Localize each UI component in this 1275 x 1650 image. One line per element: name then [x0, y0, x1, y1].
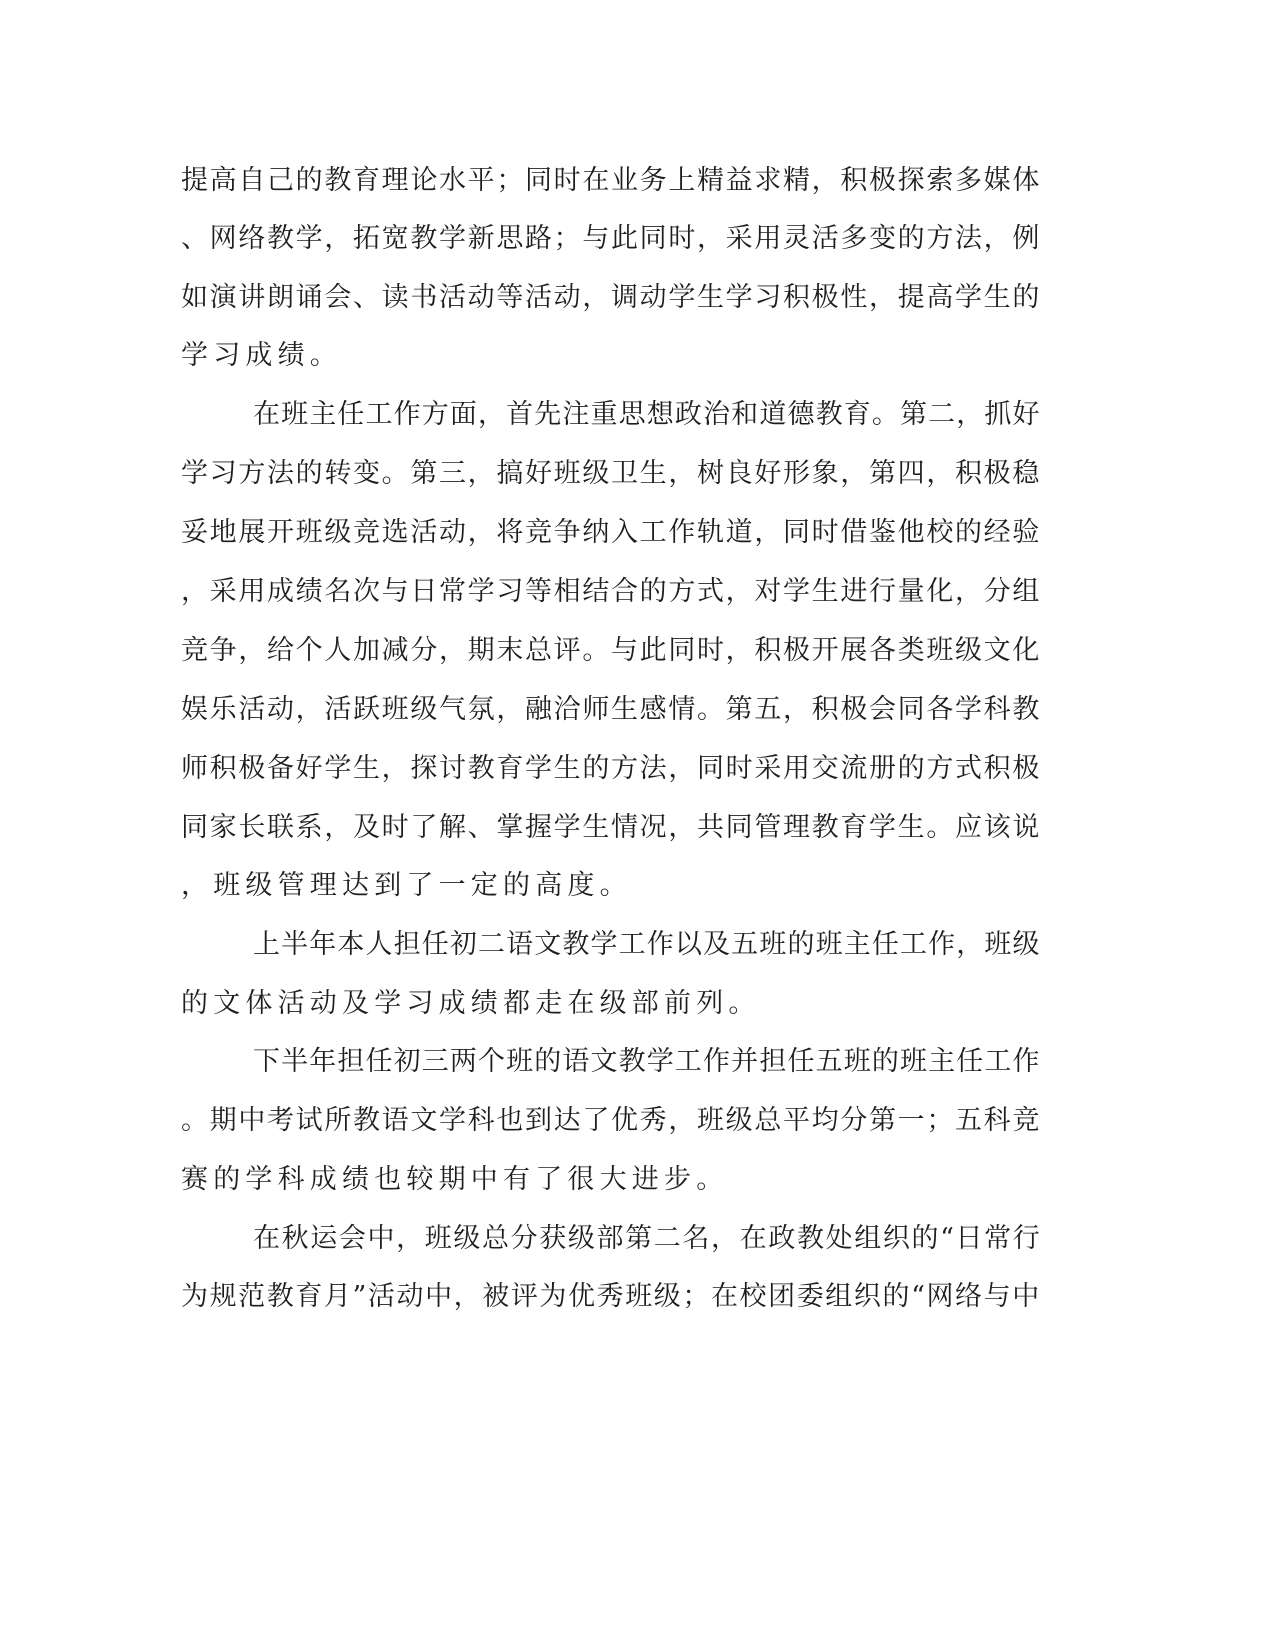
- paragraph-1-line-1: 提高自己的教育理论水平；同时在业务上精益求精，积极探索多媒体: [181, 165, 1041, 196]
- paragraph-1-line-2: 、网络教学，拓宽教学新思路；与此同时，采用灵活多变的方法，例: [181, 223, 1041, 254]
- paragraph-2-line-9: ，班级管理达到了一定的高度。: [181, 870, 632, 901]
- paragraph-2-line-5: 竞争，给个人加减分，期末总评。与此同时，积极开展各类班级文化: [181, 635, 1041, 666]
- paragraph-2-line-4: ，采用成绩名次与日常学习等相结合的方式，对学生进行量化，分组: [181, 576, 1041, 607]
- paragraph-3-line-1: 上半年本人担任初二语文教学工作以及五班的班主任工作，班级: [253, 929, 1041, 960]
- paragraph-4-line-3: 赛的学科成绩也较期中有了很大进步。: [181, 1164, 729, 1195]
- paragraph-2-line-8: 同家长联系，及时了解、掌握学生情况，共同管理教育学生。应该说: [181, 812, 1041, 843]
- paragraph-4-line-2: 。期中考试所教语文学科也到达了优秀，班级总平均分第一；五科竞: [181, 1105, 1041, 1136]
- paragraph-4-line-1: 下半年担任初三两个班的语文教学工作并担任五班的班主任工作: [253, 1046, 1041, 1077]
- paragraph-2-line-2: 学习方法的转变。第三，搞好班级卫生，树良好形象，第四，积极稳: [181, 458, 1041, 489]
- paragraph-1-line-4: 学习成绩。: [181, 340, 342, 371]
- paragraph-1-line-3: 如演讲朗诵会、读书活动等活动，调动学生学习积极性，提高学生的: [181, 282, 1041, 313]
- paragraph-2-line-3: 妥地展开班级竞选活动，将竞争纳入工作轨道，同时借鉴他校的经验: [181, 517, 1041, 548]
- paragraph-2-line-7: 师积极备好学生，探讨教育学生的方法，同时采用交流册的方式积极: [181, 753, 1041, 784]
- paragraph-2-line-6: 娱乐活动，活跃班级气氛，融洽师生感情。第五，积极会同各学科教: [181, 694, 1041, 725]
- paragraph-3-line-2: 的文体活动及学习成绩都走在级部前列。: [181, 988, 761, 1019]
- paragraph-5-line-2: 为规范教育月”活动中，被评为优秀班级；在校团委组织的“网络与中: [181, 1281, 1041, 1312]
- paragraph-2-line-1: 在班主任工作方面，首先注重思想政治和道德教育。第二，抓好: [253, 399, 1041, 430]
- paragraph-5-line-1: 在秋运会中，班级总分获级部第二名，在政教处组织的“日常行: [253, 1223, 1042, 1254]
